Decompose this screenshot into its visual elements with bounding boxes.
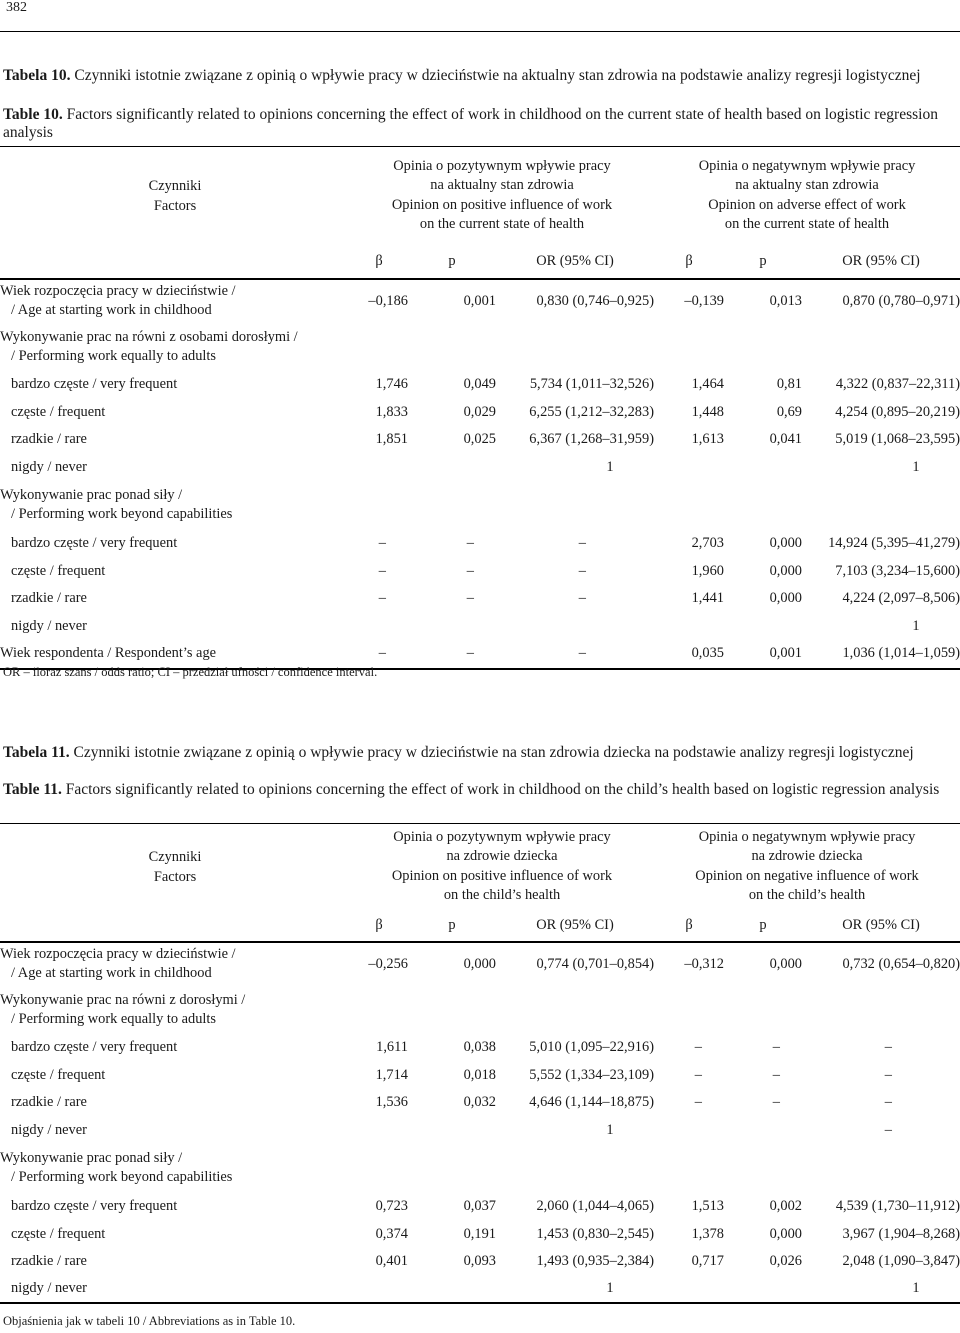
beta-cell: 1,611 <box>376 1039 408 1055</box>
beta-cell <box>350 454 408 481</box>
beta-cell: – <box>694 1066 702 1083</box>
or-cell: 1 <box>606 1121 614 1138</box>
beta-cell <box>654 613 724 640</box>
table-row <box>0 530 960 558</box>
row-label <box>0 1193 350 1221</box>
caption-text: Factors significantly related to opinions concerning the effect of work in childhood on the child’s health based on logistic regression analysis <box>65 781 940 798</box>
row-label-line: / Performing work beyond capabilities <box>11 506 233 522</box>
subheader-beta: β <box>654 910 724 942</box>
or-cell: 6,367 (1,268–31,959) <box>529 431 654 447</box>
table-row <box>0 1117 960 1144</box>
group-line: Opinion on positive influence of work <box>391 196 613 213</box>
subheader-or: OR (95% CI) <box>802 245 960 279</box>
row-label-line: częste / frequent <box>11 1066 106 1083</box>
subheader-beta: β <box>350 910 408 942</box>
table-row <box>0 585 960 613</box>
row-label-line: Wiek rozpoczęcia pracy w dzieciństwie / <box>0 946 236 962</box>
p-cell: 0,000 <box>769 562 802 579</box>
table-row <box>0 1276 960 1303</box>
subheader-p: p <box>724 245 802 279</box>
p-cell <box>724 986 802 1034</box>
beta-cell: 0,374 <box>375 1225 408 1242</box>
or-cell: 4,646 (1,144–18,875) <box>529 1094 654 1110</box>
p-cell: 0,001 <box>463 292 496 309</box>
table-row <box>0 613 960 640</box>
page-number: 382 <box>6 0 27 15</box>
table-row <box>0 1221 960 1248</box>
beta-cell: 1,746 <box>375 376 408 392</box>
or-cell: 0,732 (0,654–0,820) <box>842 955 960 972</box>
beta-cell: 1,536 <box>375 1094 408 1110</box>
or-cell <box>496 323 654 371</box>
row-label-line: / Performing work equally to adults <box>11 1010 217 1027</box>
caption-text: Factors significantly related to opinions concerning the effect of work in childhood on the current state of health based on logistic regression analysis <box>3 106 938 141</box>
p-cell: 0,002 <box>769 1198 802 1214</box>
group-line: Opinia o negatywnym wpływie pracy <box>698 828 916 845</box>
beta-cell: 1,441 <box>691 590 724 606</box>
caption-label: Table 11. <box>3 781 62 798</box>
p-cell: 0,049 <box>463 376 496 392</box>
factors-en: Factors <box>153 868 197 885</box>
header-rule <box>0 31 960 32</box>
table10-caption-pl <box>3 67 950 85</box>
p-cell: 0,191 <box>463 1225 496 1242</box>
p-cell <box>724 454 802 481</box>
row-label <box>0 558 350 585</box>
p-cell: 0,029 <box>463 403 496 420</box>
factors-header <box>0 824 350 910</box>
subheader-or: OR (95% CI) <box>496 910 654 942</box>
row-label-line: częste / frequent <box>11 403 106 420</box>
table-row <box>0 1062 960 1089</box>
p-cell <box>724 613 802 640</box>
table-row <box>0 323 960 371</box>
p-cell: 0,000 <box>769 590 802 606</box>
beta-cell: 0,401 <box>375 1253 408 1269</box>
factors-pl: Czynniki <box>148 848 202 865</box>
p-cell: 0,037 <box>463 1198 496 1214</box>
or-cell: – <box>578 535 586 551</box>
or-cell: – <box>884 1039 892 1055</box>
row-label <box>0 399 350 426</box>
group-line: on the current state of health <box>724 216 890 233</box>
beta-cell: 1,464 <box>691 376 724 392</box>
beta-cell: –0,256 <box>368 955 408 972</box>
beta-cell: 0,035 <box>691 645 724 661</box>
beta-cell <box>350 1144 408 1193</box>
table-row <box>0 371 960 399</box>
p-cell: 0,000 <box>769 535 802 551</box>
or-cell: 1 <box>606 1280 614 1296</box>
or-cell: 7,103 (3,234–15,600) <box>835 562 960 579</box>
beta-cell <box>350 1117 408 1144</box>
table-row <box>0 399 960 426</box>
beta-cell: 1,513 <box>691 1198 724 1214</box>
p-cell: 0,025 <box>463 431 496 447</box>
table11-caption-pl <box>3 744 950 762</box>
p-cell <box>408 481 496 530</box>
beta-cell: 1,714 <box>375 1066 408 1083</box>
caption-text: Czynniki istotnie związane z opinią o wpływie pracy w dzieciństwie na aktualny stan zdrowia na podstawie analizy regresji logistycznej <box>74 67 921 84</box>
p-cell: 0,000 <box>769 1225 802 1242</box>
beta-cell: –0,139 <box>684 292 724 309</box>
negative-opinion-header <box>654 147 960 245</box>
group-line: na zdrowie dziecka <box>751 848 863 865</box>
beta-cell: – <box>694 1039 702 1055</box>
row-label-line: nigdy / never <box>11 1121 87 1138</box>
subheader-or: OR (95% CI) <box>802 910 960 942</box>
beta-cell: – <box>378 562 386 579</box>
p-cell: 0,026 <box>769 1253 802 1269</box>
row-label-line: nigdy / never <box>11 458 87 475</box>
group-line: na aktualny stan zdrowia <box>735 177 879 194</box>
positive-opinion-header <box>350 824 654 910</box>
beta-cell: 1,833 <box>375 403 408 420</box>
p-cell: 0,001 <box>769 645 802 661</box>
row-label-line: nigdy / never <box>11 617 87 634</box>
row-label-line: rzadkie / rare <box>11 1253 87 1269</box>
table-row <box>0 942 960 986</box>
or-cell: 1 <box>912 458 920 475</box>
or-cell: – <box>884 1094 892 1110</box>
group-line: on the child’s health <box>748 887 866 904</box>
or-cell <box>496 613 654 640</box>
or-cell: 2,048 (1,090–3,847) <box>842 1253 960 1269</box>
or-cell: 14,924 (5,395–41,279) <box>828 535 960 551</box>
beta-cell: 1,960 <box>691 562 724 579</box>
table10 <box>0 146 960 670</box>
negative-opinion-header <box>654 824 960 910</box>
group-line: Opinia o pozytywnym wpływie pracy <box>393 157 611 174</box>
or-cell: 1,493 (0,935–2,384) <box>536 1253 654 1269</box>
row-label-line: Wykonywanie prac ponad siły / <box>0 487 183 503</box>
subheader-p: p <box>724 910 802 942</box>
p-cell <box>724 481 802 530</box>
subheader-beta: β <box>654 245 724 279</box>
p-cell <box>408 1276 496 1303</box>
row-label-line: rzadkie / rare <box>11 590 87 606</box>
or-cell <box>496 986 654 1034</box>
or-cell: – <box>578 562 586 579</box>
or-cell: – <box>884 1121 892 1138</box>
p-cell <box>724 1144 802 1193</box>
table-row <box>0 1034 960 1062</box>
factors-pl: Czynniki <box>148 177 202 194</box>
beta-cell: 1,378 <box>691 1225 724 1242</box>
row-label-line: Wykonywanie prac na równi z dorosłymi / <box>0 991 246 1008</box>
beta-cell: 1,851 <box>375 431 408 447</box>
or-cell: 5,019 (1,068–23,595) <box>835 431 960 447</box>
group-line: na aktualny stan zdrowia <box>430 177 574 194</box>
row-label <box>0 426 350 454</box>
row-label <box>0 585 350 613</box>
table-row <box>0 1089 960 1117</box>
subheader-beta: β <box>350 245 408 279</box>
table-row <box>0 1193 960 1221</box>
row-label-line: rzadkie / rare <box>11 431 87 447</box>
p-cell: – <box>466 562 474 579</box>
p-cell: 0,041 <box>769 431 802 447</box>
table11-caption-en <box>3 781 950 799</box>
beta-cell <box>350 1276 408 1303</box>
table-row <box>0 481 960 530</box>
row-label <box>0 1089 350 1117</box>
group-line: Opinia o negatywnym wpływie pracy <box>698 157 916 174</box>
beta-cell <box>350 481 408 530</box>
row-label-line: / Performing work equally to adults <box>11 347 217 364</box>
subheader-empty <box>0 910 350 942</box>
subheader-or: OR (95% CI) <box>496 245 654 279</box>
p-cell: – <box>772 1066 780 1083</box>
row-label <box>0 1062 350 1089</box>
or-cell: – <box>578 590 586 606</box>
table-row <box>0 454 960 481</box>
table-row <box>0 1144 960 1193</box>
or-cell: 4,254 (0,895–20,219) <box>835 403 960 420</box>
row-label <box>0 1117 350 1144</box>
table10-footnote: OR – iloraz szans / odds ratio; CI – przedział ufności / confidence interval. <box>3 665 378 679</box>
or-cell: 0,870 (0,780–0,971) <box>842 292 960 309</box>
or-cell: 4,322 (0,837–22,311) <box>835 376 960 392</box>
row-label <box>0 371 350 399</box>
beta-cell: – <box>694 1094 702 1110</box>
or-cell: 0,774 (0,701–0,854) <box>536 955 654 972</box>
or-cell <box>496 481 654 530</box>
table-row <box>0 279 960 323</box>
p-cell <box>408 613 496 640</box>
p-cell: – <box>466 535 474 551</box>
or-cell <box>802 323 960 371</box>
or-cell: 4,539 (1,730–11,912) <box>835 1198 960 1214</box>
p-cell <box>408 323 496 371</box>
p-cell: – <box>466 590 474 606</box>
table-row <box>0 426 960 454</box>
row-label-line: Wykonywanie prac na równi z osobami dorosłymi / <box>0 328 298 345</box>
p-cell: 0,013 <box>769 292 802 309</box>
or-cell <box>802 481 960 530</box>
row-label <box>0 1221 350 1248</box>
beta-cell: – <box>378 590 386 606</box>
factors-header <box>0 147 350 245</box>
row-label-line: / Age at starting work in childhood <box>11 965 212 981</box>
row-label <box>0 323 350 371</box>
or-cell: 5,010 (1,095–22,916) <box>529 1039 654 1055</box>
or-cell: – <box>578 645 586 661</box>
p-cell: 0,81 <box>776 376 802 392</box>
table10-caption-en <box>3 106 950 142</box>
row-label-line: częste / frequent <box>11 1225 106 1242</box>
or-cell <box>496 1144 654 1193</box>
group-line: Opinion on adverse effect of work <box>708 196 906 213</box>
row-label-line: bardzo częste / very frequent <box>11 535 178 551</box>
group-line: on the child’s health <box>443 887 561 904</box>
caption-label: Table 10. <box>3 106 63 123</box>
beta-cell <box>654 1117 724 1144</box>
beta-cell: 2,703 <box>691 535 724 551</box>
group-line: na zdrowie dziecka <box>446 848 558 865</box>
positive-opinion-header <box>350 147 654 245</box>
subheader-empty <box>0 245 350 279</box>
or-cell: 1 <box>912 617 920 634</box>
beta-cell <box>654 1144 724 1193</box>
row-label-line: bardzo częste / very frequent <box>11 1198 178 1214</box>
or-cell: 1,036 (1,014–1,059) <box>842 645 960 661</box>
table11-footnote: Objaśnienia jak w tabeli 10 / Abbreviations as in Table 10. <box>3 1314 296 1328</box>
row-label <box>0 530 350 558</box>
row-label <box>0 1034 350 1062</box>
row-label-line: bardzo częste / very frequent <box>11 1039 178 1055</box>
p-cell: 0,038 <box>463 1039 496 1055</box>
beta-cell <box>654 986 724 1034</box>
or-cell <box>802 986 960 1034</box>
beta-cell: – <box>378 535 386 551</box>
beta-cell: 0,717 <box>691 1253 724 1269</box>
caption-text: Czynniki istotnie związane z opinią o wpływie pracy w dzieciństwie na stan zdrowia dziecka na podstawie analizy regresji logistycznej <box>73 744 914 761</box>
row-label-line: rzadkie / rare <box>11 1094 87 1110</box>
beta-cell: 1,448 <box>691 403 724 420</box>
row-label <box>0 1276 350 1303</box>
caption-label: Tabela 10. <box>3 67 71 84</box>
row-label-line: bardzo częste / very frequent <box>11 376 178 392</box>
beta-cell <box>350 986 408 1034</box>
beta-cell: –0,186 <box>368 292 408 309</box>
group-line: Opinion on negative influence of work <box>695 867 919 884</box>
or-cell: – <box>884 1066 892 1083</box>
or-cell: 1 <box>606 458 614 475</box>
beta-cell: 0,723 <box>375 1198 408 1214</box>
p-cell <box>408 454 496 481</box>
p-cell: – <box>466 645 474 661</box>
group-line: Opinion on positive influence of work <box>391 867 613 884</box>
beta-cell <box>654 481 724 530</box>
subheader-p: p <box>408 910 496 942</box>
beta-cell: –0,312 <box>684 955 724 972</box>
table-row <box>0 1248 960 1276</box>
factors-en: Factors <box>153 197 197 214</box>
table11 <box>0 823 960 1304</box>
p-cell <box>724 1276 802 1303</box>
or-cell: 4,224 (2,097–8,506) <box>842 590 960 606</box>
row-label <box>0 1144 350 1193</box>
p-cell: 0,018 <box>463 1066 496 1083</box>
row-label <box>0 986 350 1034</box>
beta-cell: – <box>378 645 386 661</box>
row-label <box>0 613 350 640</box>
p-cell: 0,000 <box>463 955 496 972</box>
p-cell <box>408 986 496 1034</box>
or-cell: 3,967 (1,904–8,268) <box>842 1225 960 1242</box>
p-cell: 0,093 <box>463 1253 496 1269</box>
p-cell: 0,69 <box>776 403 802 420</box>
beta-cell <box>654 454 724 481</box>
row-label <box>0 1248 350 1276</box>
p-cell <box>724 323 802 371</box>
row-label-line: / Performing work beyond capabilities <box>11 1169 233 1185</box>
row-label-line: Wiek respondenta / Respondent’s age <box>0 645 217 661</box>
row-label <box>0 454 350 481</box>
or-cell: 5,734 (1,011–32,526) <box>529 376 654 392</box>
group-line: Opinia o pozytywnym wpływie pracy <box>393 828 611 845</box>
row-label-line: Wykonywanie prac ponad siły / <box>0 1150 183 1166</box>
row-label-line: częste / frequent <box>11 562 106 579</box>
p-cell: 0,032 <box>463 1094 496 1110</box>
beta-cell: 1,613 <box>691 431 724 447</box>
or-cell: 0,830 (0,746–0,925) <box>536 292 654 309</box>
group-line: on the current state of health <box>419 216 585 233</box>
p-cell: 0,000 <box>769 955 802 972</box>
or-cell: 5,552 (1,334–23,109) <box>529 1066 654 1083</box>
row-label <box>0 481 350 530</box>
row-label <box>0 279 350 323</box>
subheader-p: p <box>408 245 496 279</box>
table-row <box>0 558 960 585</box>
beta-cell <box>654 1276 724 1303</box>
or-cell: 6,255 (1,212–32,283) <box>529 403 654 420</box>
p-cell: – <box>772 1039 780 1055</box>
or-cell: 2,060 (1,044–4,065) <box>536 1198 654 1214</box>
beta-cell <box>654 323 724 371</box>
p-cell <box>408 1144 496 1193</box>
row-label-line: Wiek rozpoczęcia pracy w dzieciństwie / <box>0 283 236 299</box>
table-row <box>0 986 960 1034</box>
beta-cell <box>350 323 408 371</box>
p-cell: – <box>772 1094 780 1110</box>
row-label <box>0 942 350 986</box>
caption-label: Tabela 11. <box>3 744 70 761</box>
row-label-line: / Age at starting work in childhood <box>11 302 212 318</box>
or-cell: 1 <box>912 1280 920 1296</box>
or-cell: 1,453 (0,830–2,545) <box>536 1225 654 1242</box>
p-cell <box>724 1117 802 1144</box>
row-label-line: nigdy / never <box>11 1280 87 1296</box>
or-cell <box>802 1144 960 1193</box>
p-cell <box>408 1117 496 1144</box>
beta-cell <box>350 613 408 640</box>
